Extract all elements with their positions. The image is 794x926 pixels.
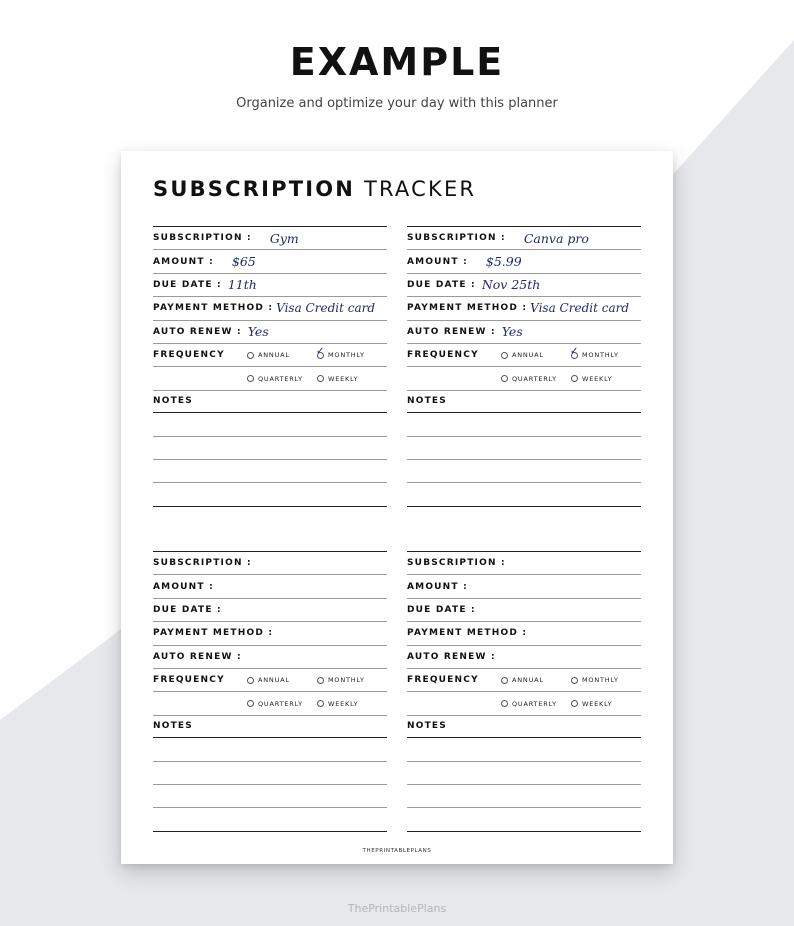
- notes-line[interactable]: [407, 413, 641, 436]
- notes-label: NOTES: [153, 396, 193, 407]
- auto-renew-label: AUTO RENEW :: [407, 651, 496, 662]
- frequency-option-monthly[interactable]: MONTHLY: [317, 676, 387, 684]
- radio-icon[interactable]: [501, 375, 508, 382]
- frequency-option-quarterly[interactable]: QUARTERLY: [501, 375, 571, 383]
- frequency-option-annual[interactable]: ANNUAL: [247, 351, 317, 359]
- notes-line[interactable]: [407, 483, 641, 506]
- radio-checked-icon[interactable]: [317, 352, 324, 359]
- subscription-row[interactable]: [407, 551, 641, 574]
- subscription-card-4: [407, 551, 641, 832]
- amount-value: $65: [231, 254, 256, 270]
- page-heading: EXAMPLE: [289, 40, 505, 84]
- amount-label: AMOUNT :: [407, 581, 468, 592]
- frequency-option-monthly[interactable]: ✓ MONTHLY: [571, 351, 641, 359]
- notes-label: NOTES: [153, 721, 193, 732]
- auto-renew-row[interactable]: [153, 320, 387, 343]
- subscription-card-3: [153, 551, 387, 832]
- payment-method-value: Visa Credit card: [530, 301, 630, 316]
- payment-method-label: PAYMENT METHOD :: [153, 303, 274, 314]
- payment-method-value: Visa Credit card: [276, 301, 376, 316]
- due-date-row[interactable]: [153, 598, 387, 621]
- amount-label: AMOUNT :: [153, 256, 214, 267]
- frequency-option-annual[interactable]: ANNUAL: [501, 351, 571, 359]
- frequency-label: FREQUENCY: [153, 675, 225, 686]
- notes-line[interactable]: [407, 762, 641, 785]
- amount-row[interactable]: [407, 249, 641, 272]
- auto-renew-row[interactable]: [407, 320, 641, 343]
- frequency-option-weekly[interactable]: WEEKLY: [571, 375, 641, 383]
- amount-row[interactable]: [153, 249, 387, 272]
- radio-icon[interactable]: [571, 677, 578, 684]
- frequency-option-annual[interactable]: ANNUAL: [247, 676, 317, 684]
- notes-header: [407, 390, 641, 413]
- brand-watermark: ThePrintablePlans: [347, 902, 447, 915]
- radio-icon[interactable]: [317, 375, 324, 382]
- notes-line[interactable]: [153, 437, 387, 460]
- frequency-option-annual[interactable]: ANNUAL: [501, 676, 571, 684]
- frequency-option-weekly[interactable]: WEEKLY: [571, 700, 641, 708]
- notes-line[interactable]: [407, 738, 641, 761]
- amount-label: AMOUNT :: [153, 581, 214, 592]
- radio-icon[interactable]: [501, 677, 508, 684]
- sheet-title: [153, 177, 476, 201]
- due-date-label: DUE DATE :: [153, 604, 222, 615]
- sheet-title-bold: SUBSCRIPTION: [153, 177, 356, 201]
- notes-line[interactable]: [153, 808, 387, 831]
- frequency-option-weekly[interactable]: WEEKLY: [317, 700, 387, 708]
- subscription-card-2: [407, 226, 641, 507]
- due-date-value: 11th: [227, 277, 257, 293]
- frequency-row: [153, 668, 387, 691]
- auto-renew-label: AUTO RENEW :: [153, 651, 242, 662]
- auto-renew-label: AUTO RENEW :: [153, 326, 242, 337]
- auto-renew-value: Yes: [247, 324, 269, 340]
- subscription-label: SUBSCRIPTION :: [153, 233, 252, 244]
- frequency-row: [153, 343, 387, 366]
- notes-line[interactable]: [153, 762, 387, 785]
- frequency-option-quarterly[interactable]: QUARTERLY: [247, 700, 317, 708]
- subscription-row[interactable]: [153, 551, 387, 574]
- notes-header: [407, 715, 641, 738]
- frequency-row: [407, 668, 641, 691]
- frequency-option-quarterly[interactable]: QUARTERLY: [501, 700, 571, 708]
- due-date-row[interactable]: [407, 273, 641, 296]
- frequency-label: FREQUENCY: [407, 350, 479, 361]
- payment-method-row[interactable]: [153, 296, 387, 319]
- due-date-label: DUE DATE :: [153, 279, 222, 290]
- amount-label: AMOUNT :: [407, 256, 468, 267]
- auto-renew-row[interactable]: [153, 645, 387, 668]
- frequency-option-monthly[interactable]: ✓ MONTHLY: [317, 351, 387, 359]
- auto-renew-label: AUTO RENEW :: [407, 326, 496, 337]
- radio-icon[interactable]: [501, 700, 508, 707]
- subscription-row[interactable]: [153, 226, 387, 249]
- sheet-footer: THEPRINTABLEPLANS: [362, 848, 432, 854]
- due-date-label: DUE DATE :: [407, 604, 476, 615]
- radio-icon[interactable]: [247, 352, 254, 359]
- radio-icon[interactable]: [571, 700, 578, 707]
- subscription-value: Canva pro: [523, 230, 589, 246]
- notes-label: NOTES: [407, 721, 447, 732]
- notes-header: [153, 390, 387, 413]
- due-date-row[interactable]: [407, 598, 641, 621]
- payment-method-label: PAYMENT METHOD :: [407, 303, 528, 314]
- subscription-label: SUBSCRIPTION :: [407, 233, 506, 244]
- auto-renew-value: Yes: [501, 324, 523, 340]
- notes-line[interactable]: [407, 437, 641, 460]
- notes-line[interactable]: [407, 808, 641, 831]
- notes-line[interactable]: [153, 483, 387, 506]
- frequency-row-2: [407, 691, 641, 714]
- due-date-value: Nov 25th: [481, 277, 541, 293]
- subscription-card-1: [153, 226, 387, 507]
- frequency-label: FREQUENCY: [407, 675, 479, 686]
- notes-line[interactable]: [153, 460, 387, 483]
- subscription-row[interactable]: [407, 226, 641, 249]
- frequency-option-quarterly[interactable]: QUARTERLY: [247, 375, 317, 383]
- amount-row[interactable]: [153, 574, 387, 597]
- auto-renew-row[interactable]: [407, 645, 641, 668]
- radio-icon[interactable]: [501, 352, 508, 359]
- radio-icon[interactable]: [247, 700, 254, 707]
- radio-icon[interactable]: [317, 700, 324, 707]
- frequency-label: FREQUENCY: [153, 350, 225, 361]
- notes-label: NOTES: [407, 396, 447, 407]
- radio-icon[interactable]: [247, 375, 254, 382]
- notes-line[interactable]: [153, 738, 387, 761]
- amount-row[interactable]: [407, 574, 641, 597]
- page-subheading: Organize and optimize your day with this planner: [236, 96, 558, 111]
- due-date-row[interactable]: [153, 273, 387, 296]
- payment-method-label: PAYMENT METHOD :: [153, 628, 274, 639]
- radio-icon[interactable]: [247, 677, 254, 684]
- payment-method-row[interactable]: [407, 621, 641, 644]
- frequency-row-2: [153, 691, 387, 714]
- sheet-title-regular: TRACKER: [363, 177, 477, 201]
- notes-line[interactable]: [407, 460, 641, 483]
- notes-line[interactable]: [153, 785, 387, 808]
- planner-sheet: [121, 151, 673, 864]
- subscription-label: SUBSCRIPTION :: [153, 558, 252, 569]
- frequency-row-2: [153, 366, 387, 389]
- payment-method-row[interactable]: [407, 296, 641, 319]
- frequency-option-monthly[interactable]: MONTHLY: [571, 676, 641, 684]
- notes-line[interactable]: [407, 785, 641, 808]
- due-date-label: DUE DATE :: [407, 279, 476, 290]
- notes-line[interactable]: [153, 413, 387, 436]
- payment-method-label: PAYMENT METHOD :: [407, 628, 528, 639]
- frequency-option-weekly[interactable]: WEEKLY: [317, 375, 387, 383]
- radio-icon[interactable]: [317, 677, 324, 684]
- subscription-value: Gym: [269, 230, 299, 246]
- payment-method-row[interactable]: [153, 621, 387, 644]
- amount-value: $5.99: [485, 254, 522, 270]
- radio-checked-icon[interactable]: [571, 352, 578, 359]
- frequency-row: [407, 343, 641, 366]
- frequency-row-2: [407, 366, 641, 389]
- radio-icon[interactable]: [571, 375, 578, 382]
- subscription-label: SUBSCRIPTION :: [407, 558, 506, 569]
- notes-header: [153, 715, 387, 738]
